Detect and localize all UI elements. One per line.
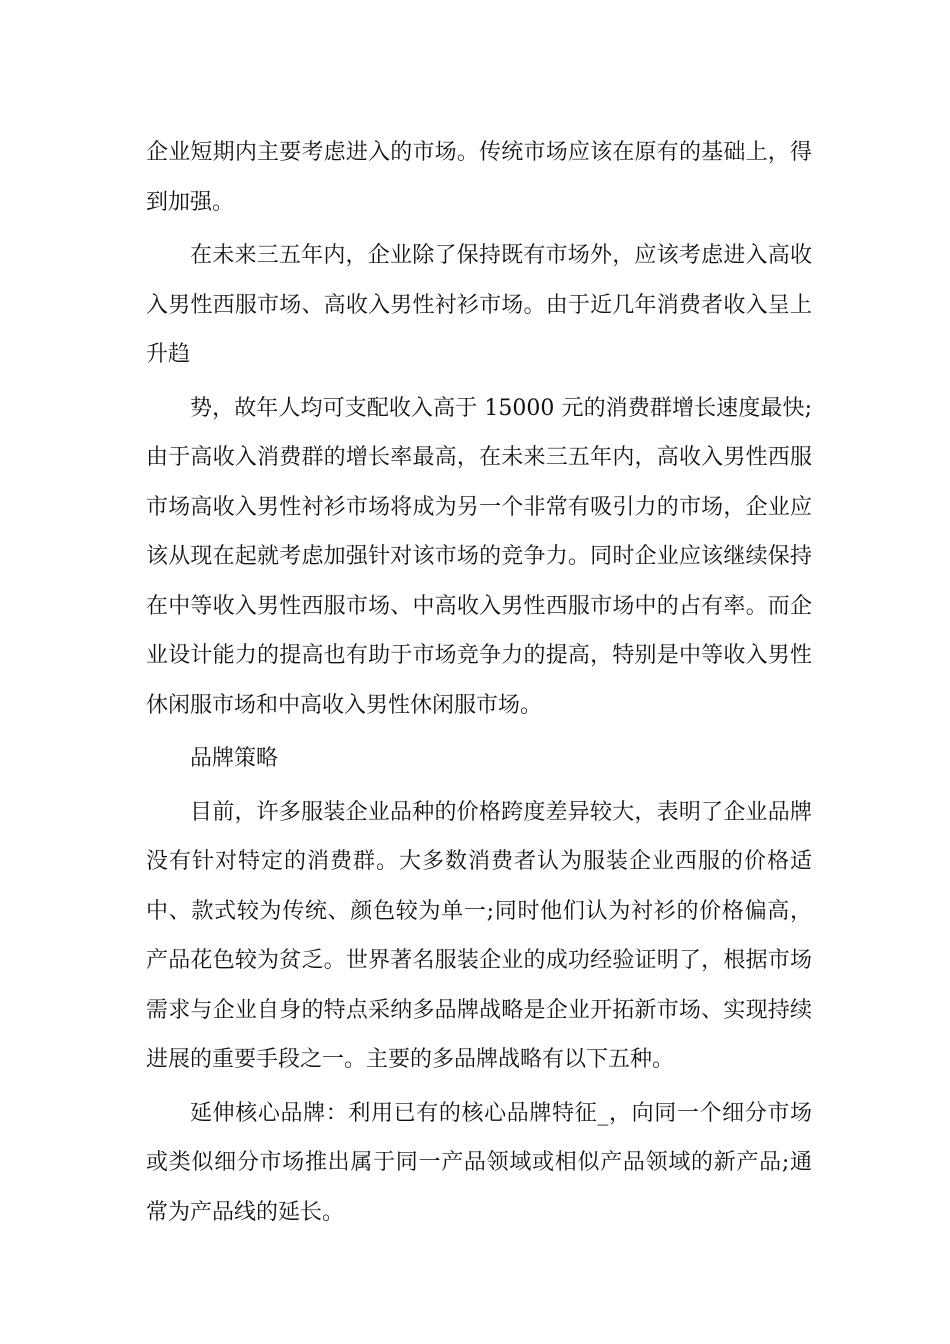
paragraph-extend-core-brand: 延伸核心品牌：利用已有的核心品牌特征_，向同一个细分市场或类似细分市场推出属于同一产品领域或相似产品领域的新产品;通常为产品线的延长。	[146, 1100, 812, 1225]
paragraph-future-markets: 在未来三五年内，企业除了保持既有市场外，应该考虑进入高收入男性西服市场、高收入男性衬衫市场。由于近几年消费者收入呈上升趋	[146, 243, 812, 367]
document-body	[146, 128, 812, 1241]
paragraph-income-trend: 势，故年人均可支配收入高于 15000 元的消费群增长速度最快;由于高收入消费群的增长率最高，在未来三五年内，高收入男性西服市场高收入男性衬衫市场将成为另一个非常有吸引力的市场，企业应该从现在起就考虑加强针对该市场的竞争力。同时企业应该继续保持在中等收入男性西服市场、中高收入男性西服市场中的占有率。而企业设计能力的提高也有助于市场竞争力的提高，特别是中等收入男性休闲服市场和中高收入男性休闲服市场。	[146, 395, 812, 718]
paragraph-market-short-term: 企业短期内主要考虑进入的市场。传统市场应该在原有的基础上，得到加强。	[146, 140, 812, 215]
paragraph-brand-current-state: 目前，许多服装企业品种的价格跨度差异较大，表明了企业品牌没有针对特定的消费群。大多数消费者认为服装企业西服的价格适中、款式较为传统、颜色较为单一;同时他们认为衬衫的价格偏高，产品花色较为贫乏。世界著名服装企业的成功经验证明了，根据市场需求与企业自身的特点采纳多品牌战略是企业开拓新市场、实现持续进展的重要手段之一。主要的多品牌战略有以下五种。	[146, 799, 812, 1072]
section-heading-brand-strategy: 品牌策略	[190, 746, 279, 771]
